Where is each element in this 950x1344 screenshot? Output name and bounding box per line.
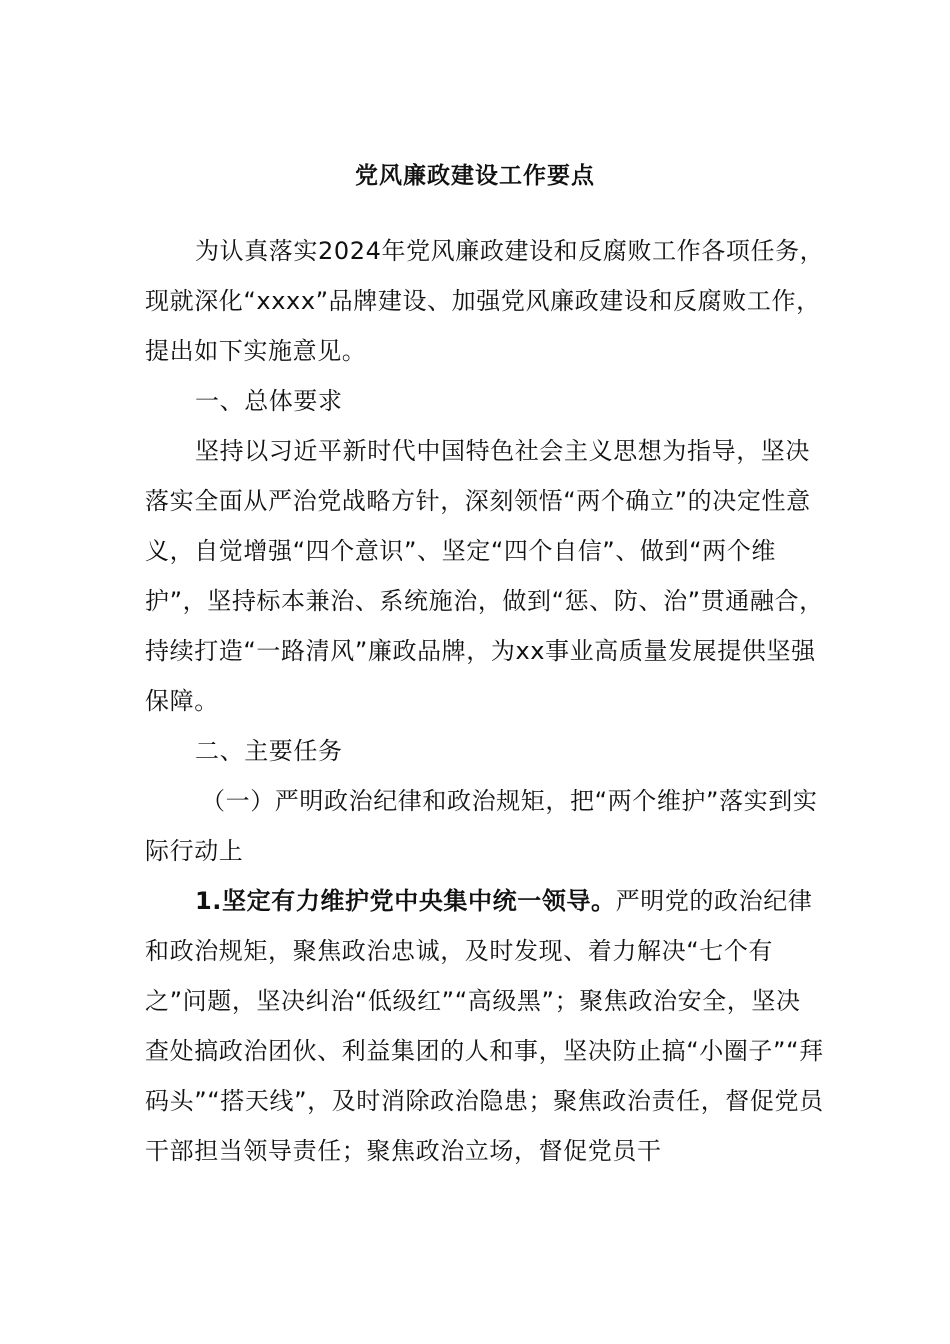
subsection-heading-political-discipline: （一）严明政治纪律和政治规矩，把“两个维护”落实到实际行动上 <box>145 787 818 865</box>
item-1-lead: 1.坚定有力维护党中央集中统一领导。 <box>195 887 616 915</box>
document-body <box>145 226 825 1176</box>
section-heading-main-tasks: 二、主要任务 <box>195 737 343 765</box>
item-1-paragraph <box>145 876 825 1176</box>
item-1-body: 严明党的政治纪律和政治规矩，聚焦政治忠诚，及时发现、着力解决“七个有之”问题，坚决纠治“低级红”“高级黑”；聚焦政治安全，坚决查处搞政治团伙、利益集团的人和事，坚决防止搞“小圈子”“拜码头”“搭天线”，及时消除政治隐患；聚焦政治责任，督促党员干部担当领导责任；聚焦政治立场，督促党员干 <box>145 887 824 1165</box>
intro-paragraph: 为认真落实2024年党风廉政建设和反腐败工作各项任务，现就深化“xxxx”品牌建设、加强党风廉政建设和反腐败工作，提出如下实施意见。 <box>145 237 825 365</box>
section-heading-general-requirements: 一、总体要求 <box>195 387 343 415</box>
general-requirements-paragraph: 坚持以习近平新时代中国特色社会主义思想为指导，坚决落实全面从严治党战略方针，深刻领悟“两个确立”的决定性意义，自觉增强“四个意识”、坚定“四个自信”、做到“两个维护”，坚持标本兼治、系统施治，做到“惩、防、治”贯通融合，持续打造“一路清风”廉政品牌，为xx事业高质量发展提供坚强保障。 <box>145 437 824 715</box>
page-title: 党风廉政建设工作要点 <box>355 163 595 189</box>
